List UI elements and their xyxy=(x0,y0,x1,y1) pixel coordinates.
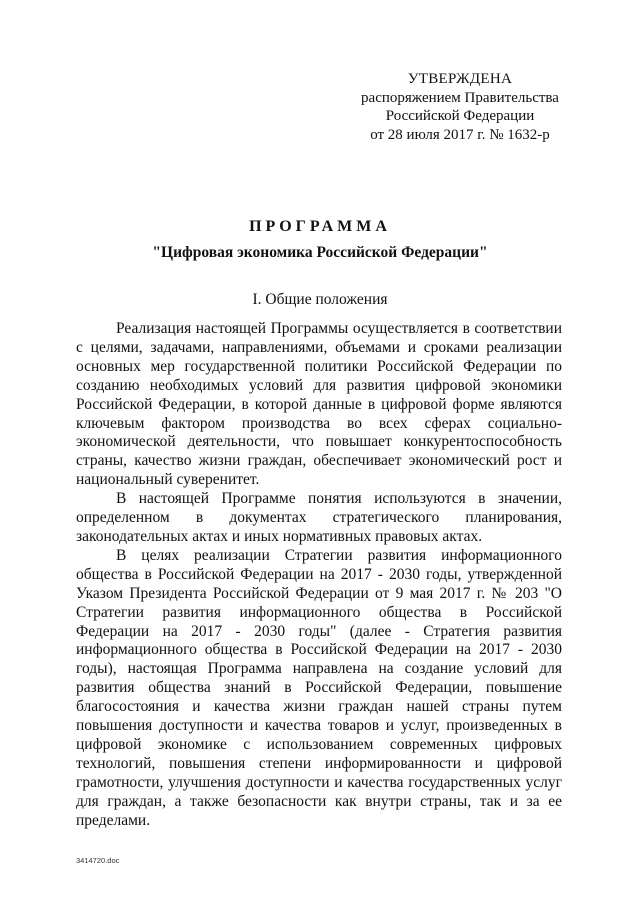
section-heading: I. Общие положения xyxy=(252,291,388,308)
document-body xyxy=(76,320,562,830)
approval-date-number: от 28 июля 2017 г. № 1632-р xyxy=(370,126,550,143)
paragraph: Реализация настоящей Программы осуществляется в соответствии с целями, задачами, направлениями, объемами и сроками реализации основных мер государственной политики Российской Федерации по созданию необходимых условий для развития цифровой экономики Российской Федерации, в которой данные в цифровой форме являются ключевым фактором производства во всех сферах социально-экономической деятельности, что повышает конкурентоспособность страны, качество жизни граждан, обеспечивает экономический рост и национальный суверенитет. xyxy=(76,320,562,489)
program-name: "Цифровая экономика Российской Федерации" xyxy=(152,244,488,261)
program-title: ПРОГРАММА xyxy=(249,218,391,235)
paragraph: В настоящей Программе понятия используются в значении, определенном в документах стратегического планирования, законодательных актах и иных нормативных правовых актах. xyxy=(76,490,562,545)
paragraph: В целях реализации Стратегии развития информационного общества в Российской Федерации на 2017 - 2030 годы, утвержденной Указом Президента Российской Федерации от 9 мая 2017 г. № 203 "О Стратегии развития информационного общества в Российской Федерации на 2017 - 2030 годы" (далее - Стратегия развития информационного общества в Российской Федерации на 2017 - 2030 годы), настоящая Программа направлена на создание условий для развития общества знаний в Российской Федерации, повышение благосостояния и качества жизни граждан нашей страны путем повышения доступности и качества товаров и услуг, произведенных в цифровой экономике с использованием современных цифровых технологий, повышения степени информированности и цифровой грамотности, улучшения доступности и качества государственных услуг для граждан, а также безопасности как внутри страны, так и за ее пределами. xyxy=(76,546,562,829)
approval-heading: УТВЕРЖДЕНА xyxy=(407,71,513,87)
approval-federation: Российской Федерации xyxy=(385,108,535,124)
file-name-footer: 3414720.doc xyxy=(76,856,120,865)
approval-block xyxy=(330,70,590,144)
approval-authority: распоряжением Правительства xyxy=(361,89,559,106)
